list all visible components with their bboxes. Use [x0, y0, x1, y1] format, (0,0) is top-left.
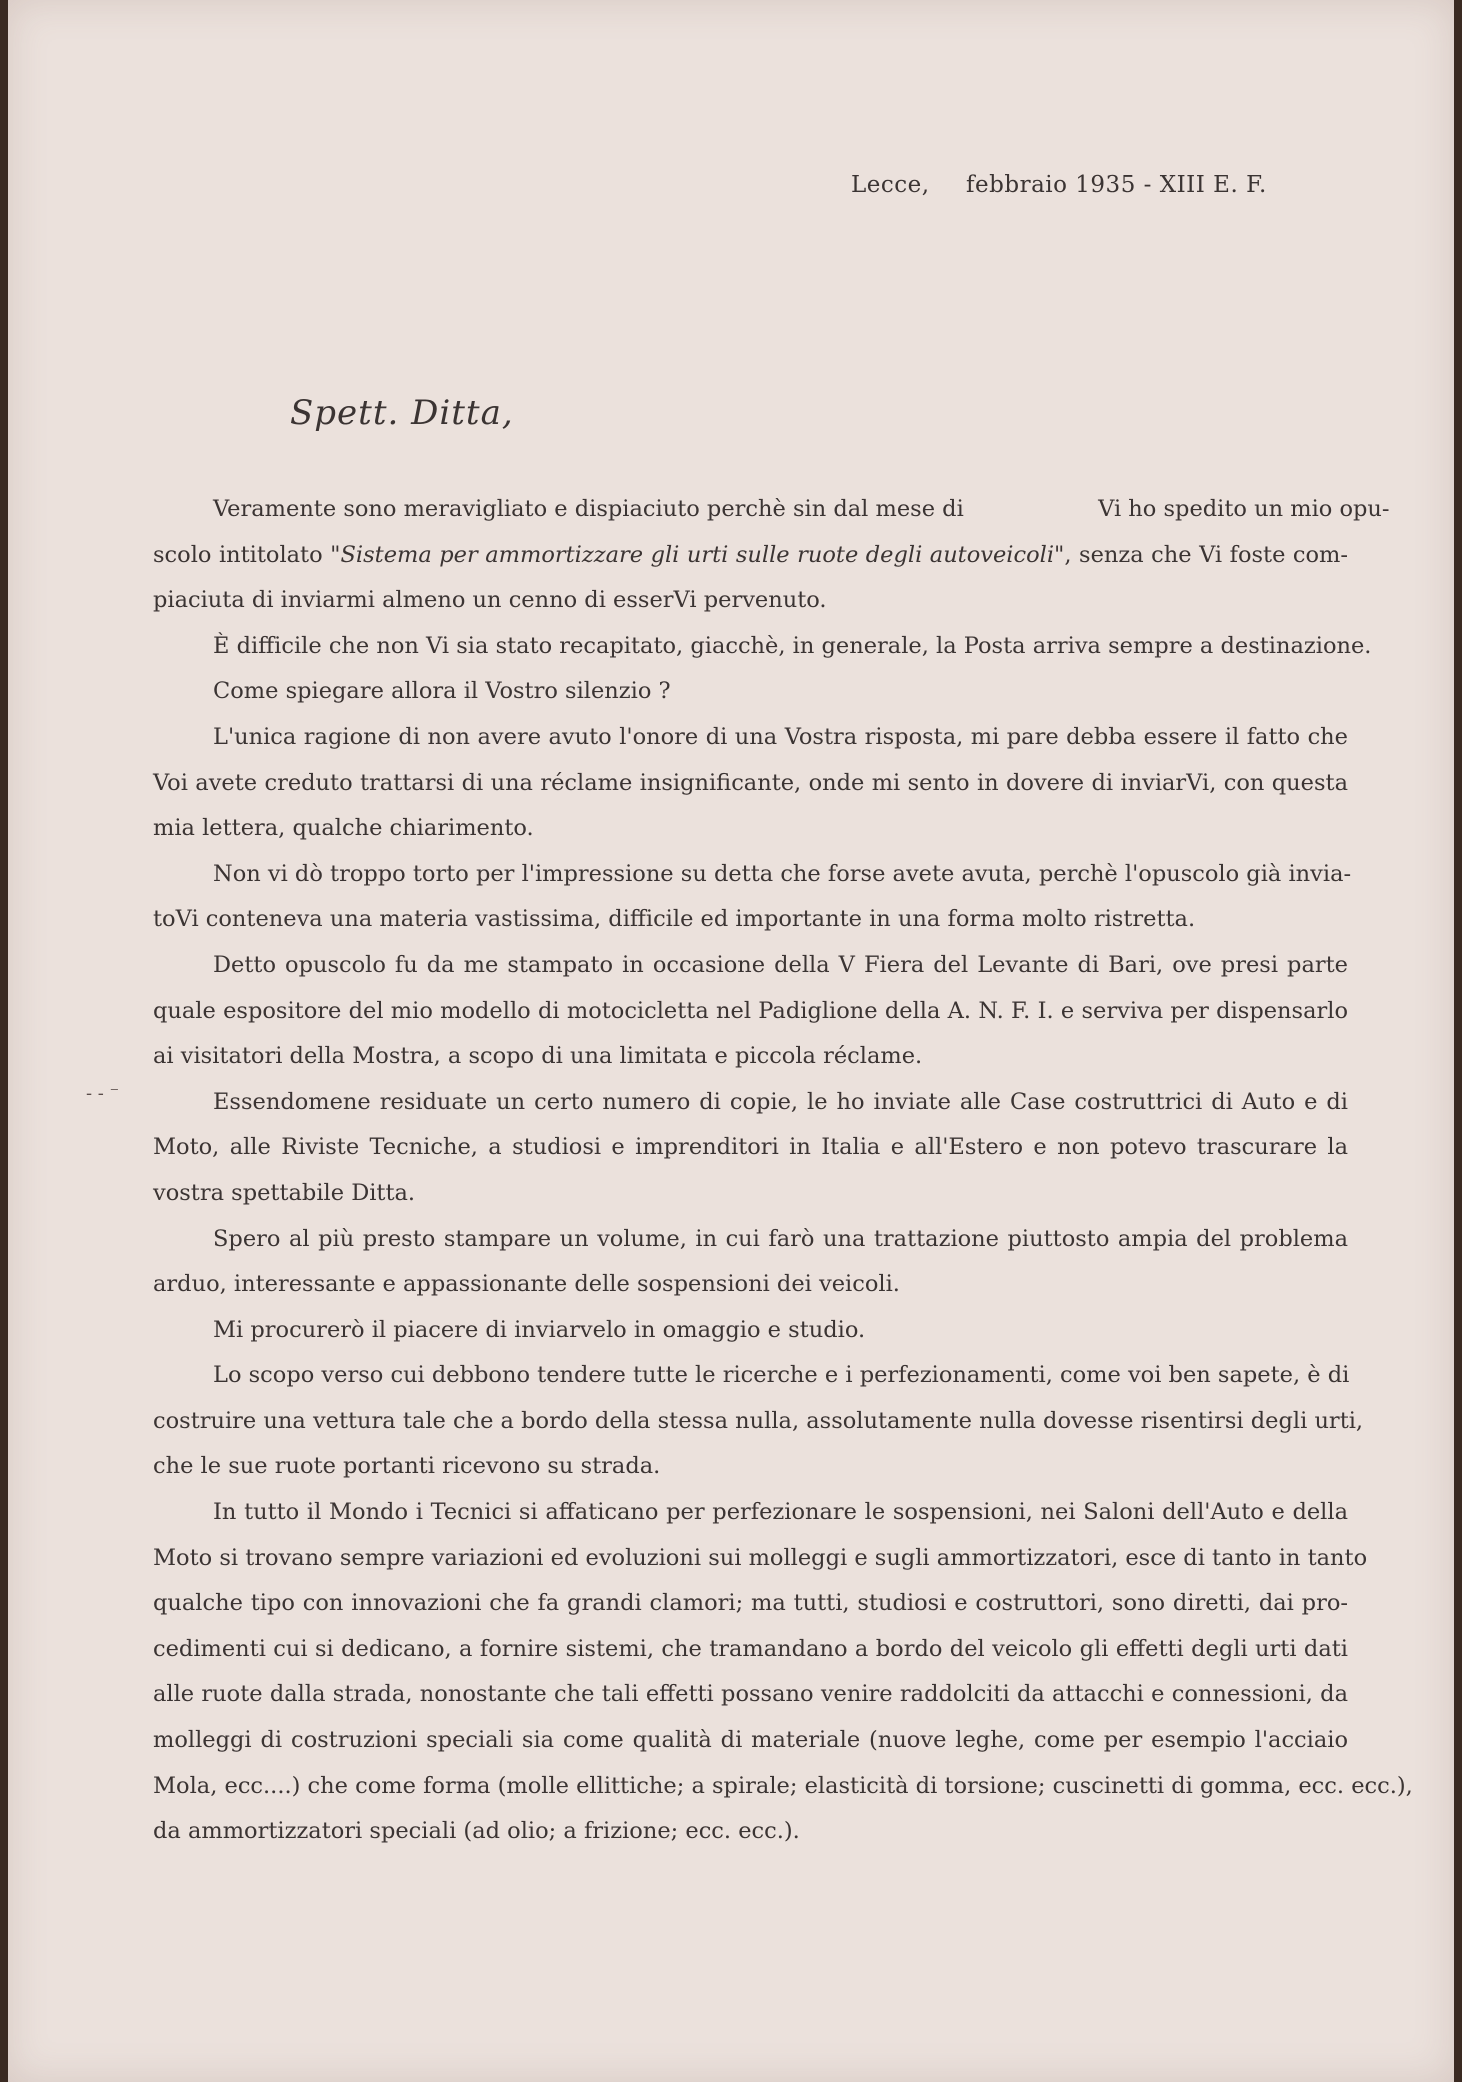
body-line: qualche tipo con innovazioni che fa grandi clamori; ma tutti, studiosi e costruttori, sono diretti, dai pro-: [153, 1590, 1348, 1617]
body-line: Detto opuscolo fu da me stampato in occasione della V Fiera del Levante di Bari, ove presi parte: [213, 951, 1348, 978]
body-line: mia lettera, qualche chiarimento.: [153, 815, 534, 842]
body-line: Lo scopo verso cui debbono tendere tutte le ricerche e i perfezionamenti, come voi ben sapete, è di: [213, 1362, 1350, 1389]
body-line: Mola, ecc....) che come forma (molle ellittiche; a spirale; elasticità di torsione; cuscinetti di gomma, ecc. ecc.),: [153, 1772, 1413, 1799]
body-line: È difficile che non Vi sia stato recapitato, giacchè, in generale, la Posta arriva sempre a destinazione.: [213, 632, 1372, 659]
body-line: Veramente sono meravigliato e dispiaciuto perchè sin dal mese di Vi ho spedito un mio opu-: [213, 496, 1390, 522]
body-line: scolo intitolato "Sistema per ammortizzare gli urti sulle ruote degli autoveicoli", senza che Vi foste com-: [153, 541, 1349, 568]
body-line: molleggi di costruzioni speciali sia come qualità di materiale (nuove leghe, come per esempio l'acciaio: [153, 1727, 1348, 1754]
letter-page: [8, 0, 1454, 2082]
salutation: Spett. Ditta,: [290, 393, 514, 433]
body-line: Come spiegare allora il Vostro silenzio ?: [213, 678, 671, 705]
body-line: costruire una vettura tale che a bordo della stessa nulla, assolutamente nulla dovesse risentirsi degli urti,: [153, 1407, 1364, 1434]
body-line: In tutto il Mondo i Tecnici si affaticano per perfezionare le sospensioni, nei Saloni dell'Auto e della: [213, 1499, 1348, 1526]
body-line: Essendomene residuate un certo numero di copie, le ho inviate alle Case costruttrici di Auto e di: [213, 1088, 1348, 1115]
body-line: Non vi dò troppo torto per l'impressione su detta che forse avete avuta, perchè l'opuscolo già invia-: [213, 860, 1352, 887]
body-line: che le sue ruote portanti ricevono su strada.: [153, 1453, 661, 1480]
dateline: [851, 172, 1267, 198]
body-line: Moto si trovano sempre variazioni ed evoluzioni sui molleggi e sugli ammortizzatori, esce di tanto in tanto: [153, 1544, 1368, 1571]
body-line: arduo, interessante e appassionante delle sospensioni dei veicoli.: [153, 1271, 900, 1298]
body-line: da ammortizzatori speciali (ad olio; a frizione; ecc. ecc.).: [153, 1818, 800, 1845]
dateline-date: febbraio 1935 - XIII E. F.: [966, 172, 1267, 198]
body-line: ai visitatori della Mostra, a scopo di una limitata e piccola réclame.: [153, 1043, 923, 1070]
body-line: toVi conteneva una materia vastissima, difficile ed importante in una forma molto ristretta.: [153, 906, 1196, 933]
booklet-title: Sistema per ammortizzare gli urti sulle ruote degli autoveicoli: [340, 541, 1055, 568]
body-line: cedimenti cui si dedicano, a fornire sistemi, che tramandano a bordo del veicolo gli effetti degli urti dati: [153, 1635, 1348, 1662]
margin-dash-mark: - - ⁻: [86, 1083, 120, 1104]
body-line: Moto, alle Riviste Tecniche, a studiosi e imprenditori in Italia e all'Estero e non potevo trascurare la: [153, 1134, 1348, 1161]
body-line: Mi procurerò il piacere di inviarvelo in omaggio e studio.: [213, 1316, 866, 1343]
body-line: Spero al più presto stampare un volume, in cui farò una trattazione piuttosto ampia del problema: [213, 1225, 1348, 1252]
body-line: quale espositore del mio modello di motocicletta nel Padiglione della A. N. F. I. e serviva per dispensarlo: [153, 997, 1348, 1024]
body-line: Voi avete creduto trattarsi di una réclame insignificante, onde mi sento in dovere di inviarVi, con questa: [153, 769, 1348, 796]
dateline-place: Lecce,: [851, 172, 930, 198]
body-line: L'unica ragione di non avere avuto l'onore di una Vostra risposta, mi pare debba essere il fatto che: [213, 723, 1348, 750]
body-line: piaciuta di inviarmi almeno un cenno di esserVi pervenuto.: [153, 587, 827, 614]
body-line: vostra spettabile Ditta.: [153, 1179, 416, 1206]
letter-body: [153, 487, 1413, 1855]
body-line: alle ruote dalla strada, nonostante che tali effetti possano venire raddolciti da attacchi e connessioni, da: [153, 1681, 1348, 1708]
